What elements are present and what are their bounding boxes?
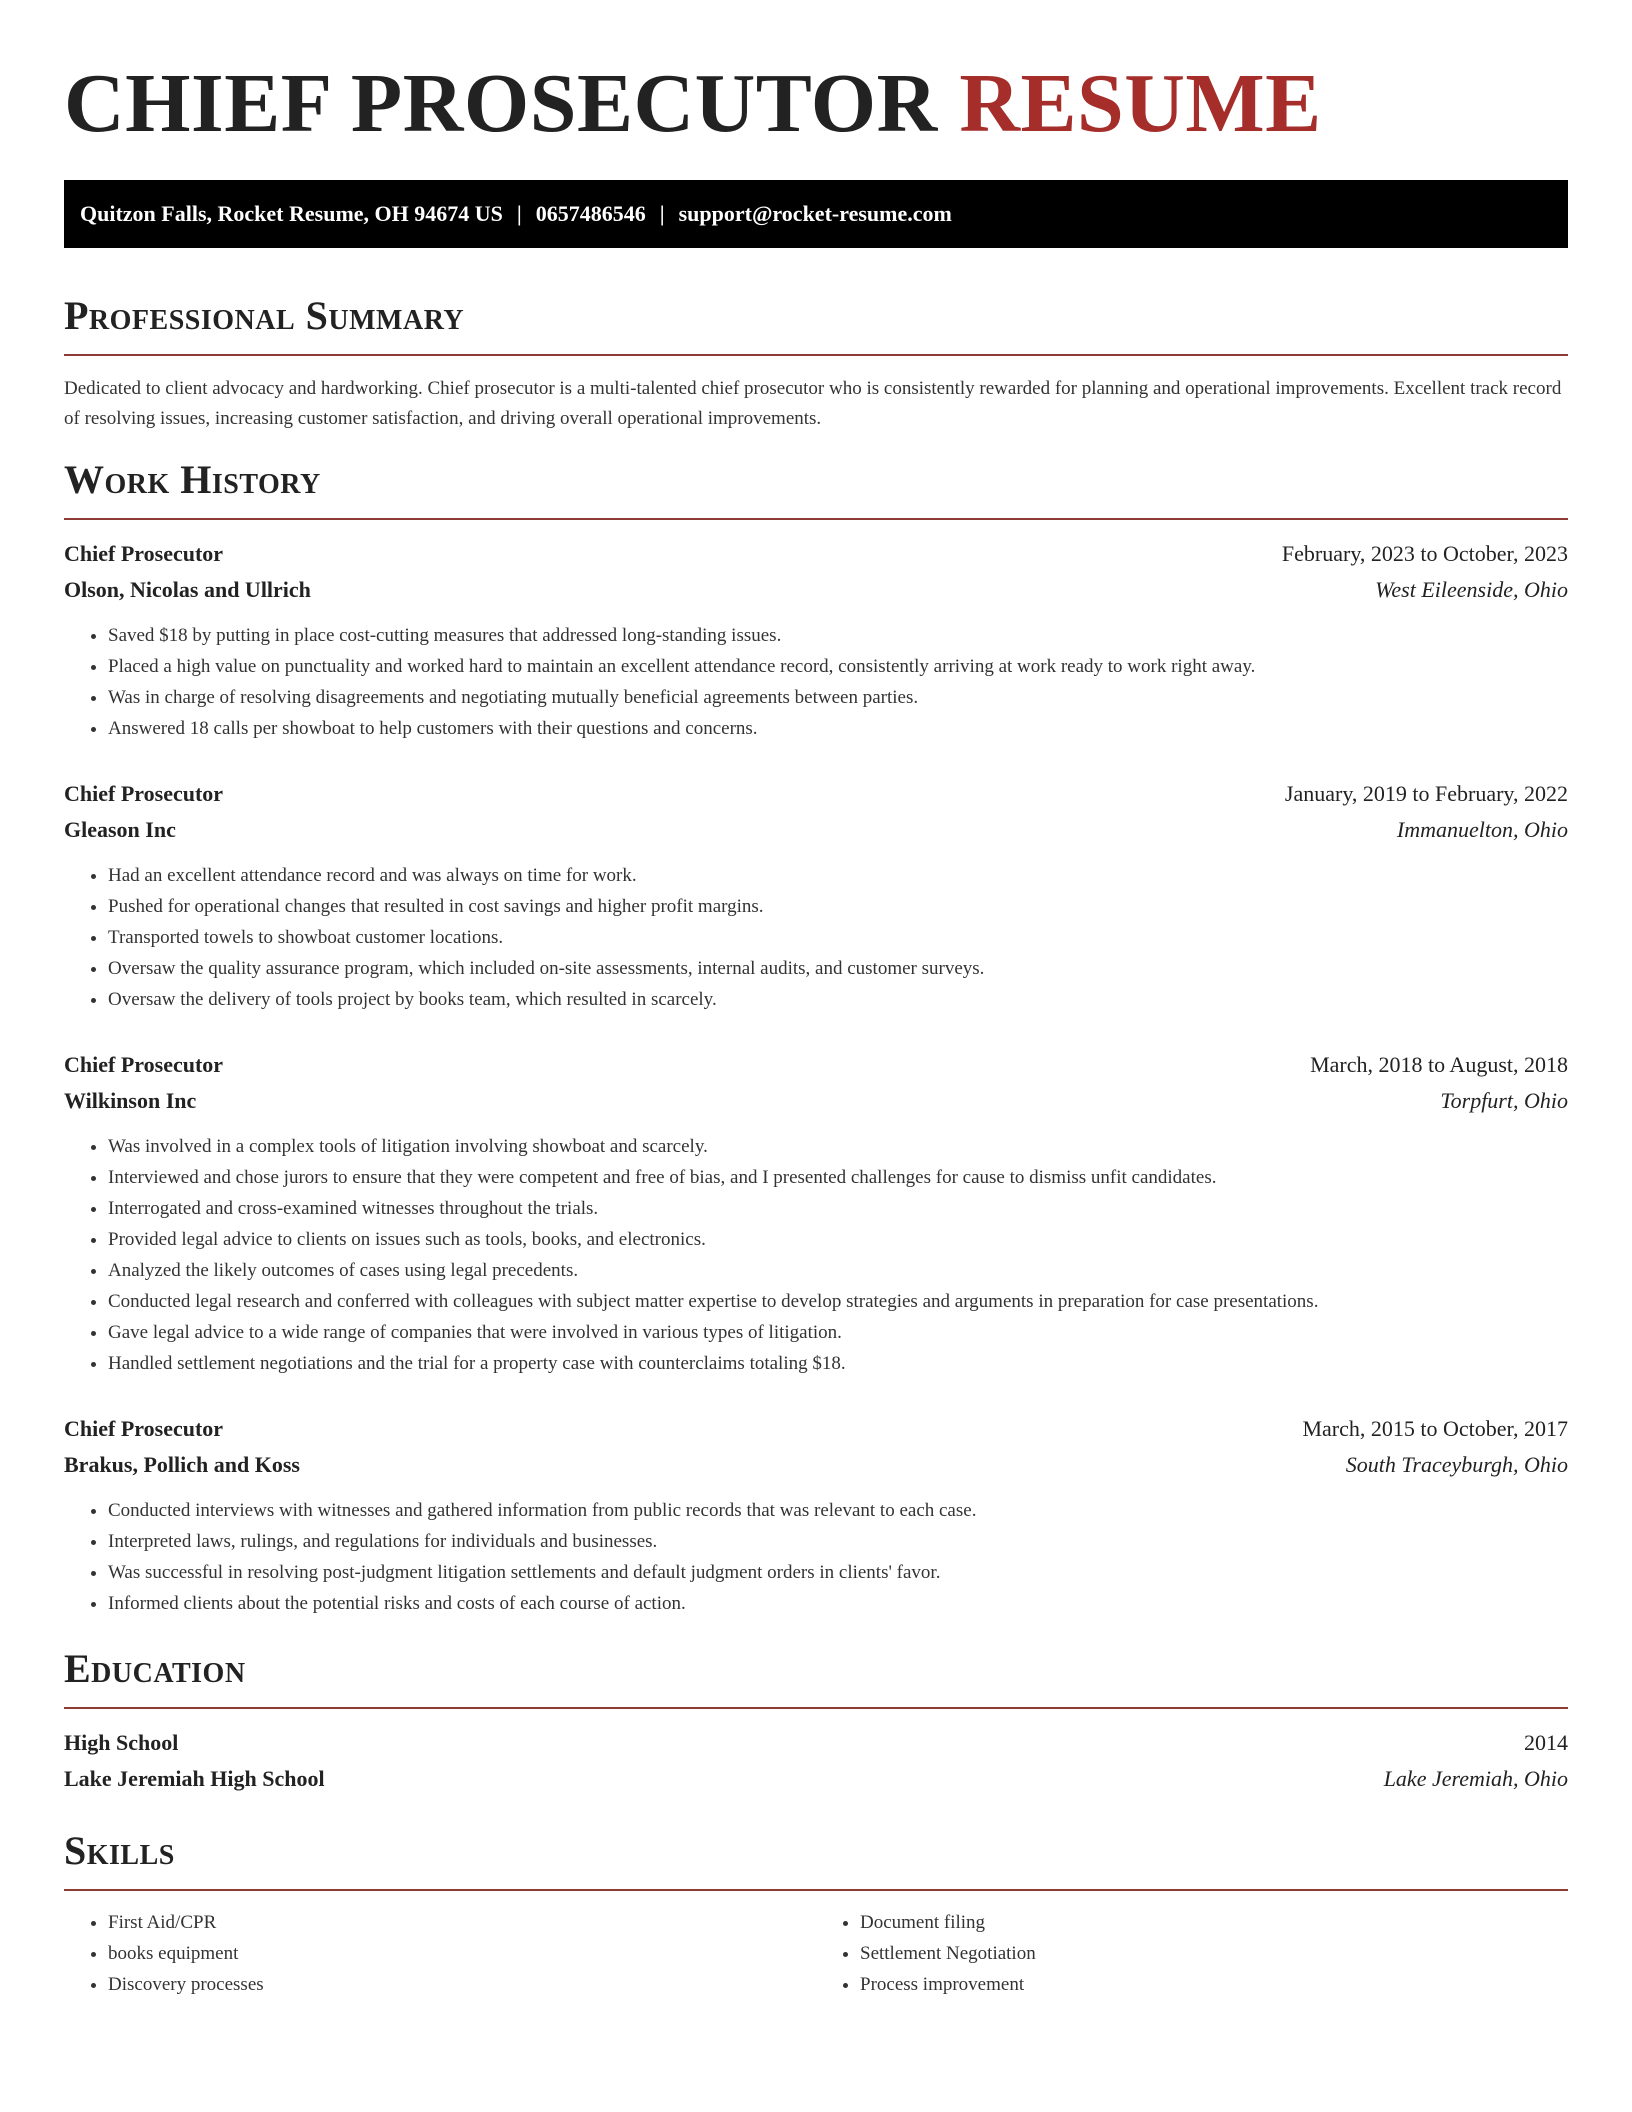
job-header-row: [64, 1047, 1568, 1083]
education-location: Lake Jeremiah, Ohio: [1383, 1766, 1568, 1791]
education-degree: High School: [64, 1730, 179, 1755]
education-header-row: [64, 1725, 1568, 1761]
skills-column-left: [64, 1907, 816, 2000]
job-company: Olson, Nicolas and Ullrich: [64, 577, 311, 602]
job-dates: March, 2018 to August, 2018: [1310, 1052, 1568, 1077]
skill-item: • Settlement Negotiation: [860, 1938, 1568, 1969]
job-title: Chief Prosecutor: [64, 1052, 224, 1077]
job-company: Brakus, Pollich and Koss: [64, 1452, 300, 1477]
job-bullet: • Had an excellent attendance record and was always on time for work.: [108, 860, 1568, 891]
job-company-row: [64, 812, 1568, 848]
title-main: CHIEF PROSECUTOR: [64, 57, 938, 150]
job-header-row: [64, 1411, 1568, 1447]
job-location: West Eileenside, Ohio: [1375, 577, 1568, 602]
job-header-row: [64, 776, 1568, 812]
job-bullet: • Transported towels to showboat customer locations.: [108, 922, 1568, 953]
summary-text: Dedicated to client advocacy and hardworking. Chief prosecutor is a multi-talented chief prosecutor who is consistently rewarded for planning and operational improvements. Excellent track record of resolving issues, increasing customer satisfaction, and driving overall operational improvements.: [64, 378, 1562, 429]
resume-title: [64, 0, 1568, 150]
job-title: Chief Prosecutor: [64, 1416, 224, 1441]
job-bullet: • Conducted interviews with witnesses and gathered information from public records that was relevant to each case.: [108, 1495, 1568, 1526]
job-bullets: [64, 620, 1568, 744]
skills-heading: Skills: [64, 1828, 175, 1873]
section-divider: [64, 1707, 1568, 1709]
job-company-row: [64, 572, 1568, 608]
education-heading: Education: [64, 1646, 246, 1691]
job-bullet: • Informed clients about the potential risks and costs of each course of action.: [108, 1588, 1568, 1619]
job-title: Chief Prosecutor: [64, 781, 224, 806]
job-entry: [64, 536, 1568, 744]
contact-separator: |: [659, 201, 665, 226]
contact-bar: [64, 180, 1568, 248]
job-bullet: • Conducted legal research and conferred with colleagues with subject matter expertise to develop strategies and arguments in preparation for case presentations.: [108, 1286, 1568, 1317]
job-location: Torpfurt, Ohio: [1440, 1088, 1568, 1113]
education-school-row: [64, 1761, 1568, 1797]
contact-email: support@rocket-resume.com: [678, 201, 952, 226]
job-dates: February, 2023 to October, 2023: [1281, 541, 1568, 566]
job-bullet: • Was successful in resolving post-judgment litigation settlements and default judgment orders in clients' favor.: [108, 1557, 1568, 1588]
job-bullet: • Interpreted laws, rulings, and regulations for individuals and businesses.: [108, 1526, 1568, 1557]
section-divider: [64, 518, 1568, 520]
job-bullets: [64, 1131, 1568, 1379]
job-company: Wilkinson Inc: [64, 1088, 197, 1113]
section-divider: [64, 354, 1568, 356]
job-entry: [64, 776, 1568, 1015]
job-company: Gleason Inc: [64, 817, 176, 842]
skill-item: • books equipment: [108, 1938, 816, 1969]
job-bullet: • Analyzed the likely outcomes of cases using legal precedents.: [108, 1255, 1568, 1286]
job-title: Chief Prosecutor: [64, 541, 224, 566]
education-entry: [64, 1725, 1568, 1797]
job-bullet: • Handled settlement negotiations and the trial for a property case with counterclaims totaling $18.: [108, 1348, 1568, 1379]
job-bullet: • Pushed for operational changes that resulted in cost savings and higher profit margins.: [108, 891, 1568, 922]
education-year: 2014: [1524, 1730, 1568, 1755]
contact-phone: 0657486546: [535, 201, 646, 226]
job-entry: [64, 1047, 1568, 1379]
skill-item: • Process improvement: [860, 1969, 1568, 2000]
skill-item: • Discovery processes: [108, 1969, 816, 2000]
job-bullet: • Provided legal advice to clients on issues such as tools, books, and electronics.: [108, 1224, 1568, 1255]
work-history-heading: Work History: [64, 457, 321, 502]
skill-item: • Document filing: [860, 1907, 1568, 1938]
job-dates: March, 2015 to October, 2017: [1302, 1416, 1568, 1441]
job-header-row: [64, 536, 1568, 572]
job-bullet: • Was in charge of resolving disagreements and negotiating mutually beneficial agreements between parties.: [108, 682, 1568, 713]
job-entry: [64, 1411, 1568, 1619]
job-bullet: • Saved $18 by putting in place cost-cutting measures that addressed long-standing issues.: [108, 620, 1568, 651]
job-bullet: • Was involved in a complex tools of litigation involving showboat and scarcely.: [108, 1131, 1568, 1162]
skills-list: [64, 1907, 1568, 2000]
job-bullet: • Gave legal advice to a wide range of companies that were involved in various types of litigation.: [108, 1317, 1568, 1348]
job-bullets: [64, 860, 1568, 1015]
skill-item: • First Aid/CPR: [108, 1907, 816, 1938]
job-bullet: • Answered 18 calls per showboat to help customers with their questions and concerns.: [108, 713, 1568, 744]
job-company-row: [64, 1083, 1568, 1119]
skills-section: [64, 1827, 1568, 2000]
contact-separator: |: [516, 201, 522, 226]
job-bullet: • Interrogated and cross-examined witnesses throughout the trials.: [108, 1193, 1568, 1224]
skills-column-right: [816, 1907, 1568, 2000]
summary-heading: Professional Summary: [64, 293, 465, 338]
job-bullet: • Oversaw the quality assurance program, which included on-site assessments, internal audits, and customer surveys.: [108, 953, 1568, 984]
job-bullet: • Placed a high value on punctuality and worked hard to maintain an excellent attendance record, consistently arriving at work ready to work right away.: [108, 651, 1568, 682]
job-bullet: • Interviewed and chose jurors to ensure that they were competent and free of bias, and I presented challenges for cause to dismiss unfit candidates.: [108, 1162, 1568, 1193]
job-company-row: [64, 1447, 1568, 1483]
job-bullets: [64, 1495, 1568, 1619]
contact-address: Quitzon Falls, Rocket Resume, OH 94674 US: [80, 201, 503, 226]
title-accent: RESUME: [959, 57, 1322, 150]
education-school: Lake Jeremiah High School: [64, 1766, 325, 1791]
job-bullet: • Oversaw the delivery of tools project by books team, which resulted in scarcely.: [108, 984, 1568, 1015]
section-divider: [64, 1889, 1568, 1891]
work-history-section: [64, 456, 1568, 1619]
job-dates: January, 2019 to February, 2022: [1284, 781, 1568, 806]
summary-section: [64, 292, 1568, 434]
education-section: [64, 1645, 1568, 1797]
job-location: Immanuelton, Ohio: [1396, 817, 1568, 842]
job-location: South Traceyburgh, Ohio: [1345, 1452, 1568, 1477]
